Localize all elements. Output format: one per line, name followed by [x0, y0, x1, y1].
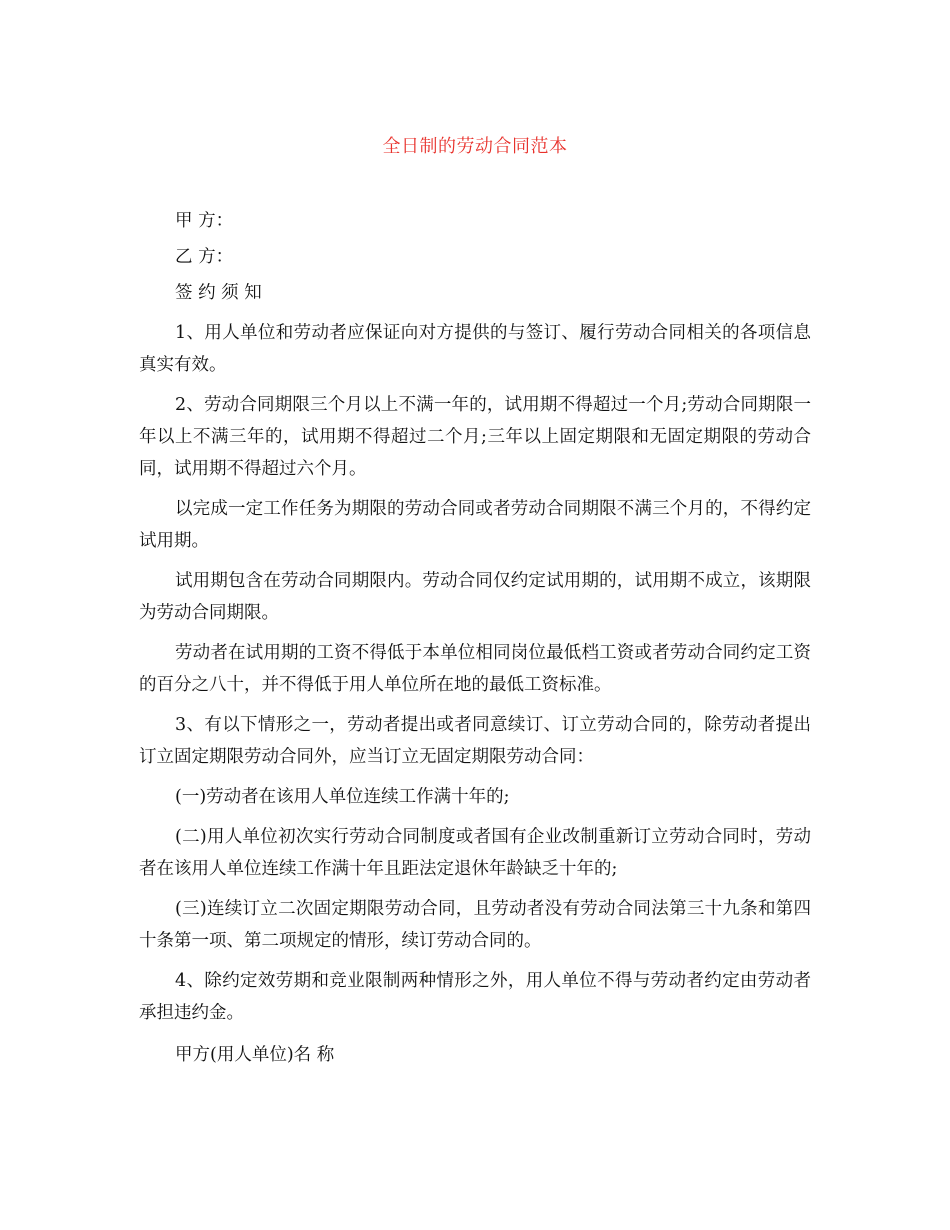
- paragraph-probation-wage: 劳动者在试用期的工资不得低于本单位相同岗位最低档工资或者劳动合同约定工资的百分之八十，并不得低于用人单位所在地的最低工资标准。: [139, 643, 811, 695]
- document-title: 全日制的劳动合同范本: [382, 136, 568, 157]
- paragraph-clause-3: 3、有以下情形之一，劳动者提出或者同意续订、订立劳动合同的，除劳动者提出订立固定期限劳动合同外，应当订立无固定期限劳动合同：: [139, 715, 811, 767]
- notice-heading: 签 约 须 知: [175, 283, 262, 303]
- document-body: [139, 203, 811, 1073]
- paragraph-task-based-contract: 以完成一定工作任务为期限的劳动合同或者劳动合同期限不满三个月的，不得约定试用期。: [139, 499, 811, 551]
- party-b-label: 乙 方：: [175, 247, 234, 267]
- paragraph-clause-2: 2、劳动合同期限三个月以上不满一年的，试用期不得超过一个月;劳动合同期限一年以上不满三年的，试用期不得超过二个月;三年以上固定期限和无固定期限的劳动合同，试用期不得超过六个月。: [139, 395, 811, 479]
- party-a-label: 甲 方：: [175, 211, 234, 231]
- paragraph-probation-included: 试用期包含在劳动合同期限内。劳动合同仅约定试用期的，试用期不成立，该期限为劳动合同期限。: [139, 571, 811, 623]
- paragraph-item-2: (二)用人单位初次实行劳动合同制度或者国有企业改制重新订立劳动合同时，劳动者在该用人单位连续工作满十年且距法定退休年龄缺乏十年的;: [139, 827, 811, 879]
- paragraph-clause-1: 1、用人单位和劳动者应保证向对方提供的与签订、履行劳动合同相关的各项信息真实有效。: [139, 323, 811, 375]
- paragraph-item-3: (三)连续订立二次固定期限劳动合同，且劳动者没有劳动合同法第三十九条和第四十条第一项、第二项规定的情形，续订劳动合同的。: [139, 899, 811, 951]
- paragraph-clause-4: 4、除约定效劳期和竞业限制两种情形之外，用人单位不得与劳动者约定由劳动者承担违约金。: [139, 971, 811, 1023]
- paragraph-item-1: (一)劳动者在该用人单位连续工作满十年的;: [175, 787, 510, 807]
- signature-label: 甲方(用人单位)名 称: [175, 1045, 335, 1065]
